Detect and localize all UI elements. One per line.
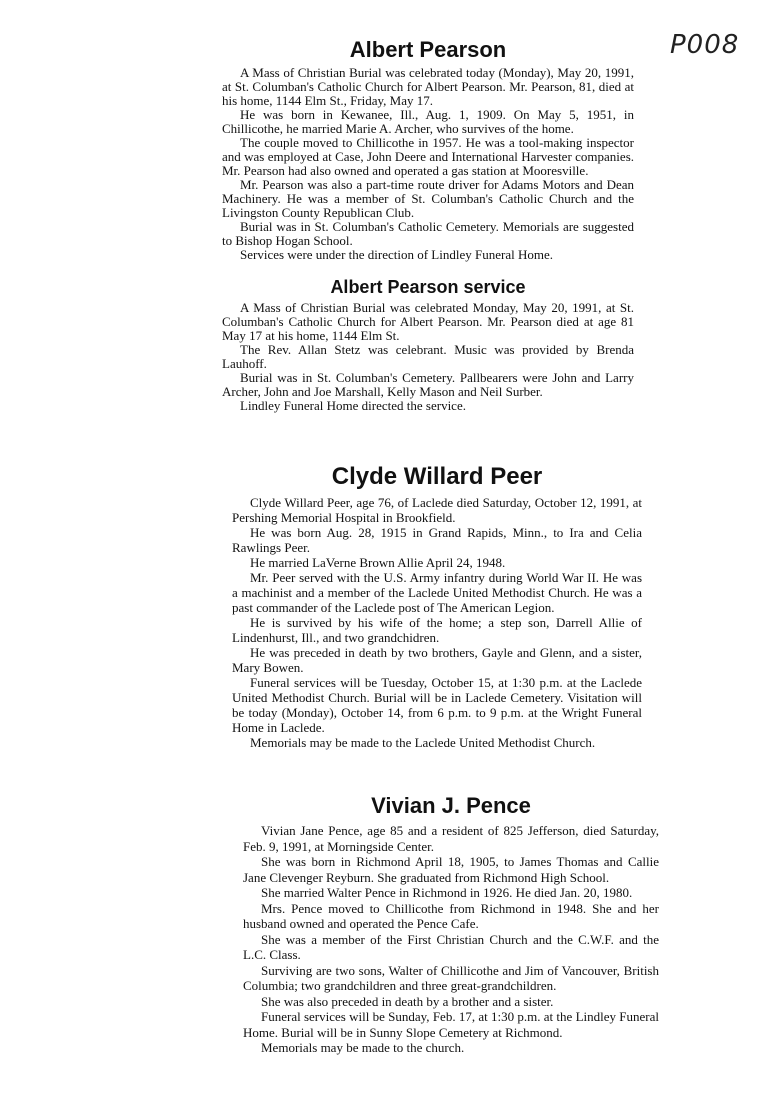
headline: Albert Pearson service xyxy=(330,277,526,297)
article-body xyxy=(243,823,659,1056)
obituary-vivian-j-pence xyxy=(243,792,659,1056)
paragraph: He is survived by his wife of the home; a step son, Darrell Allie of Lindenhurst, Ill., and two grandchidren. xyxy=(232,615,642,645)
paragraph: Mrs. Pence moved to Chillicothe from Richmond in 1948. She and her husband owned and operated the Pence Cafe. xyxy=(243,900,659,931)
paragraph: A Mass of Christian Burial was celebrated today (Monday), May 20, 1991, at St. Columban's Catholic Church for Albert Pearson. Mr. Pearson, 81, died at his home, 1144 Elm St., Friday, May 17. xyxy=(222,65,634,108)
paragraph: He was preceded in death by two brothers, Gayle and Glenn, and a sister, Mary Bowen. xyxy=(232,645,642,675)
headline: Vivian J. Pence xyxy=(371,793,531,818)
article-body xyxy=(222,66,634,262)
headline: Albert Pearson xyxy=(349,37,507,62)
obituary-albert-pearson-service xyxy=(222,276,634,413)
paragraph: Surviving are two sons, Walter of Chillicothe and Jim of Vancouver, British Columbia; two grandchildren and three great-grandchildren. xyxy=(243,962,659,993)
paragraph: He was born Aug. 28, 1915 in Grand Rapids, Minn., to Ira and Celia Rawlings Peer. xyxy=(232,525,642,555)
paragraph: The Rev. Allan Stetz was celebrant. Music was provided by Brenda Lauhoff. xyxy=(222,342,634,371)
paragraph: Funeral services will be Tuesday, October 15, at 1:30 p.m. at the Laclede United Methodist Church. Burial will be in Laclede Cemetery. Visitation will be today (Monday), October 14, from 6 p.m. to 9 p.m. at the Wright Funeral Home in Laclede. xyxy=(232,675,642,735)
paragraph: Clyde Willard Peer, age 76, of Laclede died Saturday, October 12, 1991, at Pershing Memorial Hospital in Brookfield. xyxy=(232,495,642,525)
paragraph: He married LaVerne Brown Allie April 24, 1948. xyxy=(250,555,506,570)
paragraph: Memorials may be made to the church. xyxy=(261,1040,465,1055)
article-body xyxy=(232,495,642,750)
page-number-annotation: P008 xyxy=(670,30,740,60)
paragraph: She was born in Richmond April 18, 1905, to James Thomas and Callie Jane Clevenger Reyburn. She graduated from Richmond High School. xyxy=(243,854,659,885)
paragraph: She was a member of the First Christian Church and the C.W.F. and the L.C. Class. xyxy=(243,931,659,962)
paragraph: She married Walter Pence in Richmond in 1926. He died Jan. 20, 1980. xyxy=(261,885,633,900)
obituary-clyde-willard-peer xyxy=(232,462,642,750)
paragraph: She was also preceded in death by a brother and a sister. xyxy=(261,993,554,1009)
paragraph: A Mass of Christian Burial was celebrated Monday, May 20, 1991, at St. Columban's Catholic Church for Albert Pearson. Mr. Pearson died at age 81 May 17 at his home, 1144 Elm St. xyxy=(222,300,634,343)
paragraph: Lindley Funeral Home directed the service. xyxy=(240,398,466,413)
obituary-albert-pearson xyxy=(222,36,634,262)
paragraph: Mr. Pearson was also a part-time route driver for Adams Motors and Dean Machinery. He was a member of St. Columban's Catholic Church and the Livingston County Republican Club. xyxy=(222,177,634,220)
paragraph: Funeral services will be Sunday, Feb. 17, at 1:30 p.m. at the Lindley Funeral Home. Burial will be in Sunny Slope Cemetery at Richmond. xyxy=(243,1009,659,1040)
paragraph: Vivian Jane Pence, age 85 and a resident of 825 Jefferson, died Saturday, Feb. 9, 1991, at Morningside Center. xyxy=(243,823,659,854)
paragraph: The couple moved to Chillicothe in 1957. He was a tool-making inspector and was employed at Case, John Deere and International Harvester companies. Mr. Pearson had also owned and operated a gas station at Mooresville. xyxy=(222,135,634,178)
paragraph: He was born in Kewanee, Ill., Aug. 1, 1909. On May 5, 1951, in Chillicothe, he married Marie A. Archer, who survives of the home. xyxy=(222,107,634,136)
article-body xyxy=(222,301,634,413)
headline: Clyde Willard Peer xyxy=(331,463,543,490)
paragraph: Burial was in St. Columban's Cemetery. Pallbearers were John and Larry Archer, John and Joe Marshall, Kelly Mason and Neil Surber. xyxy=(222,370,634,399)
paragraph: Mr. Peer served with the U.S. Army infantry during World War II. He was a machinist and a member of the Laclede United Methodist Church. He was a past commander of the Laclede post of The American Legion. xyxy=(232,570,642,615)
paragraph: Burial was in St. Columban's Catholic Cemetery. Memorials are suggested to Bishop Hogan School. xyxy=(222,219,634,248)
paragraph: Services were under the direction of Lindley Funeral Home. xyxy=(240,247,553,262)
paragraph: Memorials may be made to the Laclede United Methodist Church. xyxy=(250,735,596,750)
